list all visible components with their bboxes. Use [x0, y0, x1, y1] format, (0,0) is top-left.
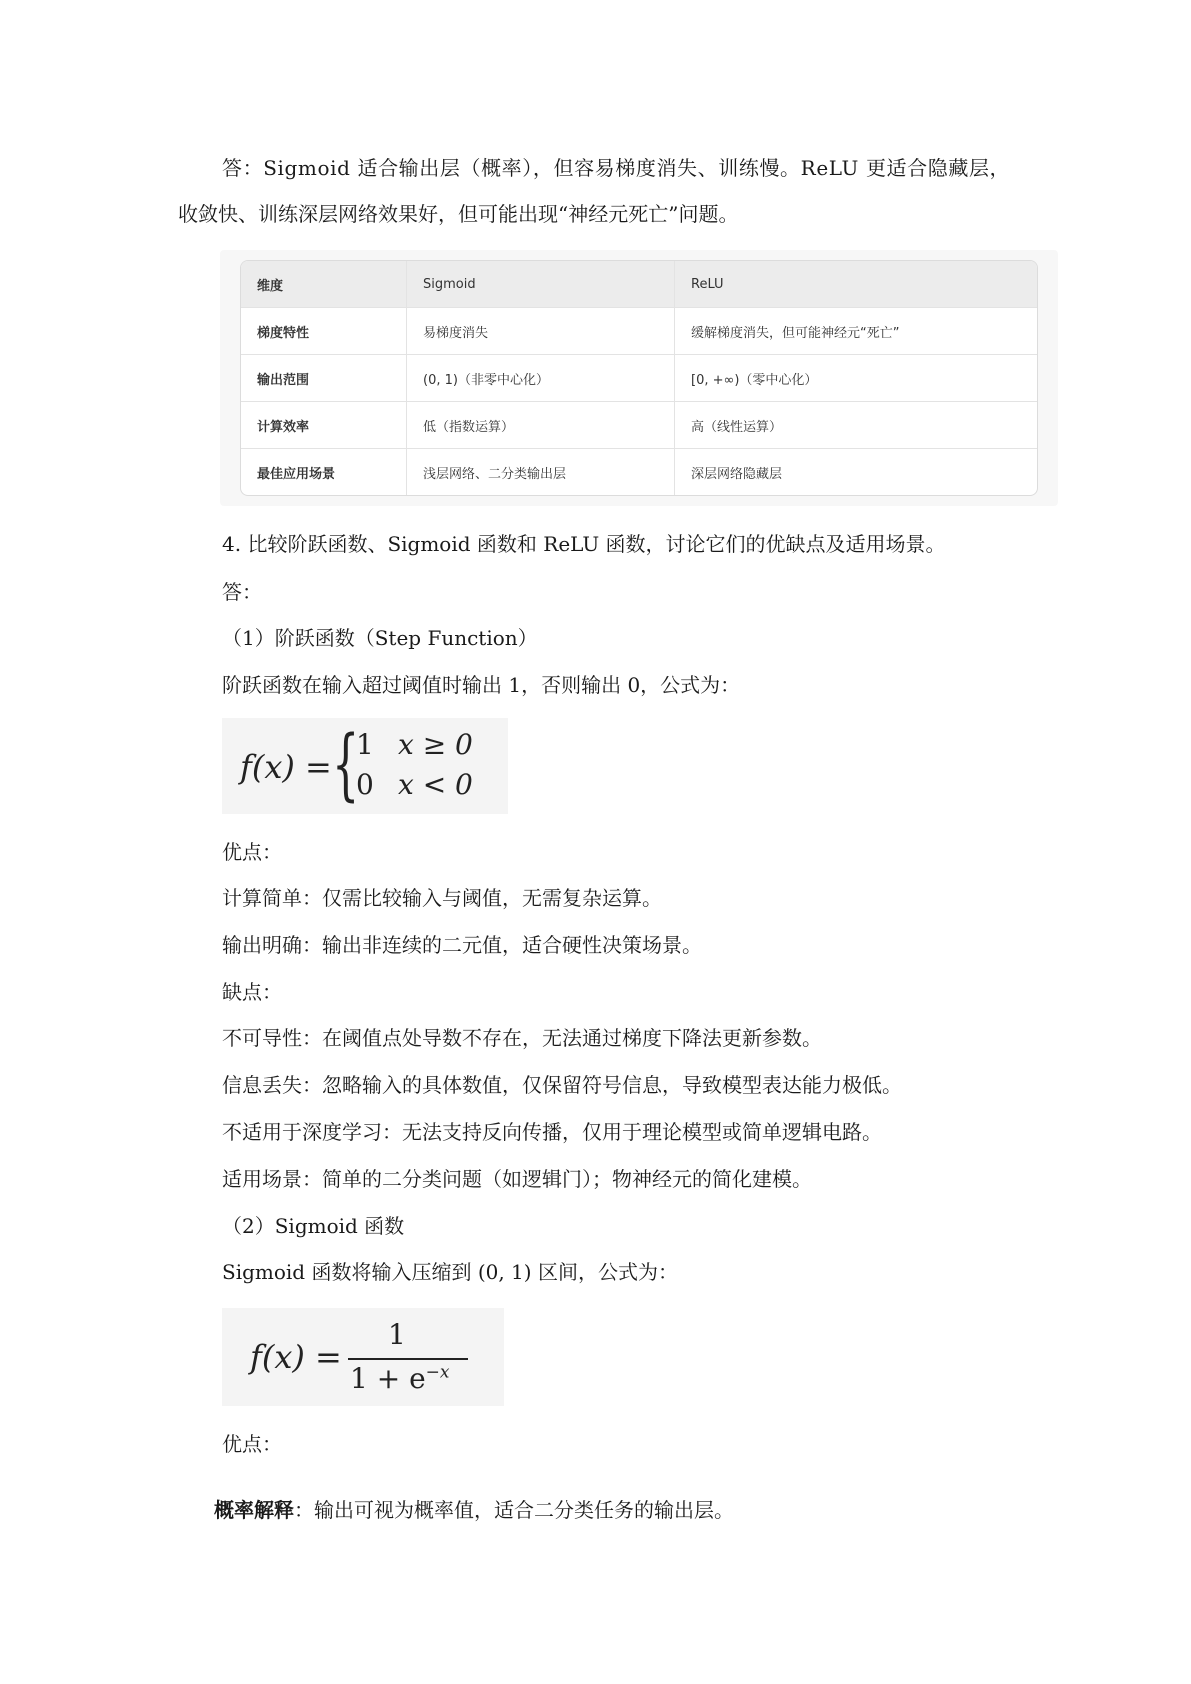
step-function-title: （1）阶跃函数（Step Function）: [222, 626, 538, 650]
sigmoid-pros-label: 优点：: [222, 1432, 282, 1456]
denominator-exponent: −x: [425, 1362, 450, 1383]
table-cell: 缓解梯度消失，但可能神经元“死亡”: [675, 308, 1037, 355]
answer-label: 答：: [222, 580, 262, 604]
formula-case1-value: 1: [356, 728, 374, 761]
table-row: [241, 355, 1037, 402]
formula-lhs: f(x) =: [240, 748, 332, 786]
table-cell: 梯度特性: [241, 308, 407, 355]
list-item: 信息丢失：忽略输入的具体数值，仅保留符号信息，导致模型表达能力极低。: [222, 1073, 902, 1097]
formula-brace: {: [332, 720, 360, 810]
table-cell: 低（指数运算）: [407, 402, 675, 449]
formula-numerator: 1: [388, 1318, 406, 1351]
list-item: 输出明确：输出非连续的二元值，适合硬性决策场景。: [222, 933, 702, 957]
sigmoid-title: （2）Sigmoid 函数: [222, 1214, 405, 1238]
denominator-base: 1 + e: [350, 1362, 426, 1395]
bold-term: 概率解释: [214, 1498, 294, 1522]
formula-case1-condition: x ≥ 0: [398, 728, 473, 761]
comparison-table: [240, 260, 1038, 496]
table-cell: 浅层网络、二分类输出层: [407, 449, 675, 495]
table-cell: 最佳应用场景: [241, 449, 407, 495]
formula-case2-value: 0: [356, 768, 374, 801]
table-cell: 易梯度消失: [407, 308, 675, 355]
formula-lhs: f(x) =: [250, 1338, 342, 1376]
table-cell: 计算效率: [241, 402, 407, 449]
header-dimension: 维度: [241, 261, 407, 308]
table-header-row: [241, 261, 1037, 308]
step-usage: 适用场景：简单的二分类问题（如逻辑门）；物神经元的简化建模。: [222, 1167, 812, 1191]
header-sigmoid: Sigmoid: [407, 261, 675, 308]
table-cell: 高（线性运算）: [675, 402, 1037, 449]
formula-case2-condition: x < 0: [398, 768, 473, 801]
sigmoid-formula: [222, 1308, 504, 1406]
step-function-description: 阶跃函数在输入超过阈值时输出 1，否则输出 0，公式为：: [222, 673, 741, 697]
sigmoid-pro-item: [214, 1496, 734, 1524]
step-pros-label: 优点：: [222, 840, 282, 864]
table-cell: [0, +∞)（零中心化）: [675, 355, 1037, 402]
answer-line-2: 收敛快、训练深层网络效果好，但可能出现“神经元死亡”问题。: [178, 202, 739, 226]
question-4: 4. 比较阶跃函数、Sigmoid 函数和 ReLU 函数，讨论它们的优缺点及适用场景。: [222, 532, 946, 556]
answer-line-1: 答：Sigmoid 适合输出层（概率），但容易梯度消失、训练慢。ReLU 更适合隐藏层，: [222, 156, 1011, 180]
fraction-bar: [348, 1358, 468, 1360]
list-item: 计算简单：仅需比较输入与阈值，无需复杂运算。: [222, 886, 662, 910]
step-cons-label: 缺点：: [222, 980, 282, 1004]
term-text: ：输出可视为概率值，适合二分类任务的输出层。: [294, 1498, 734, 1522]
sigmoid-description: Sigmoid 函数将输入压缩到 (0, 1) 区间，公式为：: [222, 1260, 678, 1284]
table-row: [241, 449, 1037, 495]
table-cell: 输出范围: [241, 355, 407, 402]
comparison-table-container: [220, 250, 1058, 506]
formula-denominator: [350, 1362, 450, 1395]
table-cell: 深层网络隐藏层: [691, 466, 783, 482]
table-row: [241, 402, 1037, 449]
header-relu: ReLU: [675, 261, 1037, 308]
table-cell: (0, 1)（非零中心化）: [407, 355, 675, 402]
list-item: 不可导性：在阈值点处导数不存在，无法通过梯度下降法更新参数。: [222, 1026, 822, 1050]
step-function-formula: [222, 718, 508, 814]
list-item: 不适用于深度学习：无法支持反向传播，仅用于理论模型或简单逻辑电路。: [222, 1120, 882, 1144]
table-row: [241, 308, 1037, 355]
